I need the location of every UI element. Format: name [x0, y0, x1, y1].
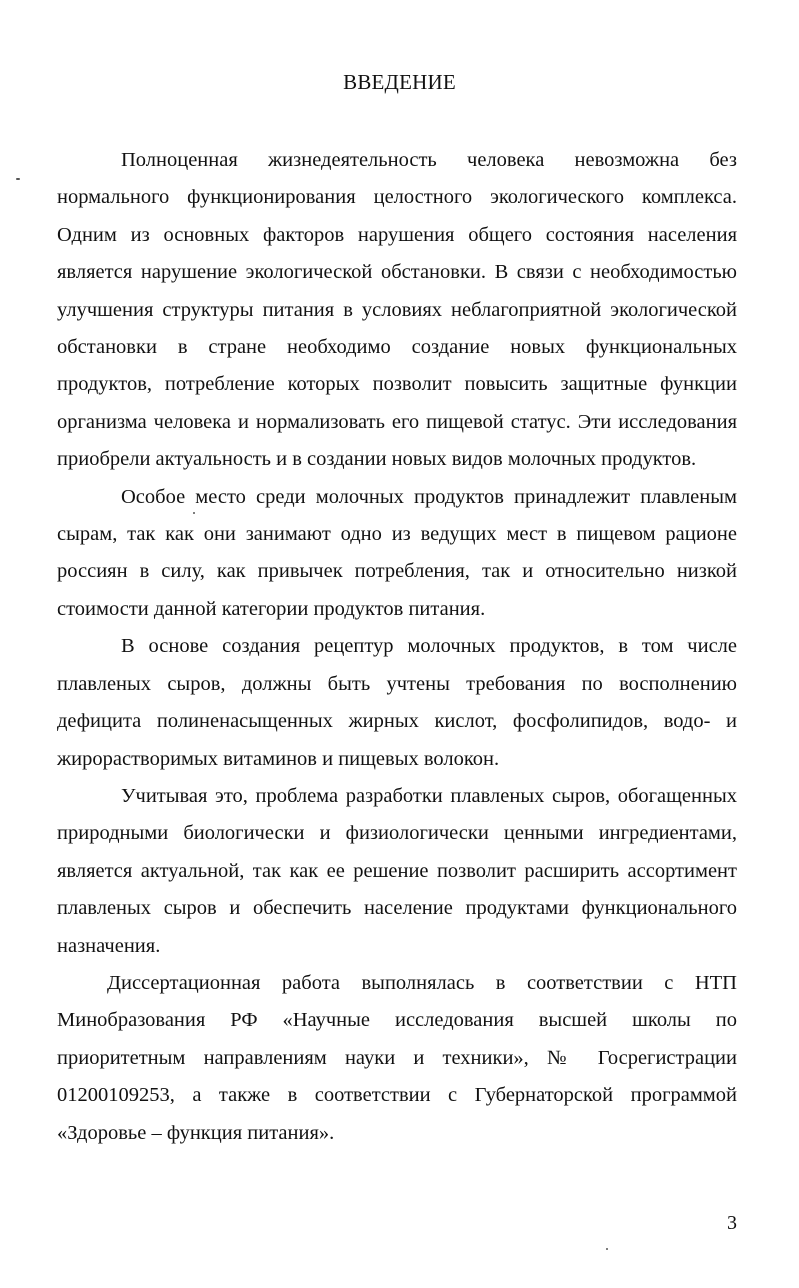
- paragraph-4: Учитывая это, проблема разработки плавленых сыров, обогащенных природными биологически и физиологически ценными ингредиентами, является актуальной, так как ее решение позволит расширить ассортимент плавленых сыров и обеспечить население продуктами функционального назначения.: [57, 784, 737, 957]
- paragraph-5: Диссертационная работа выполнялась в соответствии с НТП Минобразования РФ «Научные исследования высшей школы по приоритетным направлениям науки и техники», № Госрегистрации 01200109253, а также в соответствии с Губернаторской программой «Здоровье – функция питания».: [57, 971, 737, 1144]
- page-title: ВВЕДЕНИЕ: [343, 70, 456, 94]
- page-number: 3: [727, 1212, 737, 1234]
- paragraph-3: В основе создания рецептур молочных продуктов, в том числе плавленых сыров, должны быть учтены требования по восполнению дефицита полиненасыщенных жирных кислот, фосфолипидов, водо- и жирорастворимых витаминов и пищевых волокон.: [57, 635, 737, 770]
- paragraph-2: Особое место среди молочных продуктов принадлежит плавленым сырам, так как они занимают одно из ведущих мест в пищевом рационе россиян в силу, как привычек потребления, так и относительно низкой стоимости данной категории продуктов питания.: [57, 485, 737, 620]
- scan-speck: [16, 178, 20, 180]
- paragraph-1: Полноценная жизнедеятельность человека невозможна без нормального функционирования целостного экологического комплекса. Одним из основных факторов нарушения общего состояния населения является нарушение экологической обстановки. В связи с необходимостью улучшения структуры питания в условиях неблагоприятной экологической обстановки в стране необходимо создание новых функциональных продуктов, потребление которых позволит повысить защитные функции организма человека и нормализовать его пищевой статус. Эти исследования приобрели актуальность и в создании новых видов молочных продуктов.: [57, 149, 737, 471]
- scan-speck: [606, 1248, 608, 1250]
- scan-speck: [193, 512, 195, 514]
- body-text: [57, 142, 737, 1152]
